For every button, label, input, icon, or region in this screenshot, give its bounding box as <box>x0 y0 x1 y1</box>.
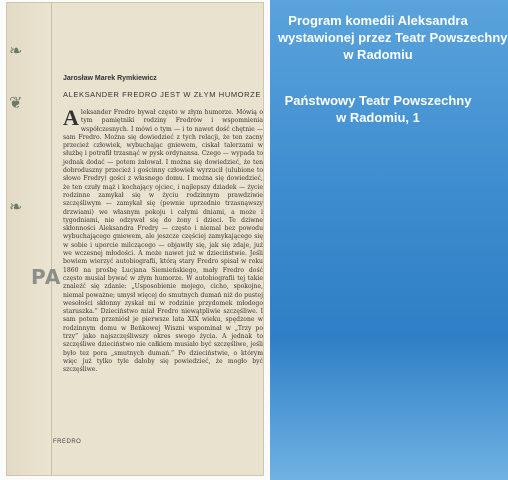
caption-line: Państwowy Teatr Powszechny <box>284 93 472 108</box>
caption-publisher <box>278 92 478 126</box>
caption-line: w Radomiu, 1 <box>336 110 420 125</box>
cover-title-fragment: PA <box>31 265 62 289</box>
article-title: ALEKSANDER FREDRO JEST W ZŁYM HUMORZE <box>63 90 261 99</box>
caption-line: w Radomiu <box>343 47 413 62</box>
caption-line: Program komedii Aleksandra <box>288 13 468 28</box>
cover-edge <box>7 3 62 475</box>
article-body <box>63 105 263 417</box>
article <box>63 75 263 417</box>
caption-line: wystawionej przez Teatr Powszechny <box>278 30 508 45</box>
program-page-scan <box>6 2 264 476</box>
drop-cap: A <box>63 105 79 130</box>
ornament-icon: ❧ <box>9 41 23 60</box>
page-footer-label: FREDRO <box>53 439 82 445</box>
article-body-text: leksander Fredro bywał często w złym humorze. Mówią o tym pamiętniki rodziny Fredrów i wspomnienia współczesnych. I mówi o tym — i to nawet dość chętnie — sam Fredro. Można się dowiedzieć z tych relacji, że ten zacny przecież człowiek, wybuchając gniewem, ciskał talerzami w służbę i potrafił trzasnąć w pysk ordynansa. Czego — wypada to jednak dodać — potem żałował. I można się dowiedzieć, że ten dobroduszny przecież i gościnny człowiek wyrzucił (ulubione to słowo Fredry) gości z własnego domu. I można się dowiedzieć, że ten czuły mąż i kochający ojciec, i najlepszy dziadek — życie rodzinne zamykał się w życiu rodzinnym prawdziwie szczęśliwym — zamykał się (pewnie uprzednio trzasnąwszy drzwiami) we własnym pokoju i całymi dniami, a może i tygodniami, nie odzywał się do żony i dzieci. Te dziwne skłonności Aleksandra Fredry — często i niemal bez powodu wybuchającego gniewem, ale jeszcze częściej zamykającego się w sobie i uporcie milczącego — objawiły się, jak się zdaje, już we wczesnej młodości. A może nawet już w dzieciństwie. Jeśli bowiem wierzyć autobiografii, którą stary Fredro spisał w roku 1860 na prośbę Lucjana Siemieńskiego, mały Fredro dość często musiał bywać w złym humorze. W autobiografii tej takie znaleźć się zdanie: „Usposobienie mojego, cicho, spokojne, niemal poważne; umysł więcej do smutnych dumań niż do pustej wesołości skłonny zyskał mi w rodzinie przydomek młodego staruszka.” Dzieciństwo miał Fredro niewątpliwie szczęśliwe. I sam potem przeniósł je pierwsze lata XIX wieku, spędzone w rodzinnym domu w Beńkowej Wiszni wspominał w „Trzy po trzy” jako najszczęśliwszy okres swego życia. A jednak to szczęśliwe dzieciństwo nie całkiem musiało być szczęśliwe, jeśli było tez pora „smutnych dumań.” Po dzieciństwie, o którym więc już tylko tyle dałoby się powiedzieć, że mogło być szczęśliwe. <box>63 109 263 374</box>
caption-title <box>278 12 508 63</box>
ornament-icon: ❦ <box>9 93 23 112</box>
ornament-icon: ❧ <box>9 197 23 216</box>
article-author: Jarosław Marek Rymkiewicz <box>63 75 157 82</box>
